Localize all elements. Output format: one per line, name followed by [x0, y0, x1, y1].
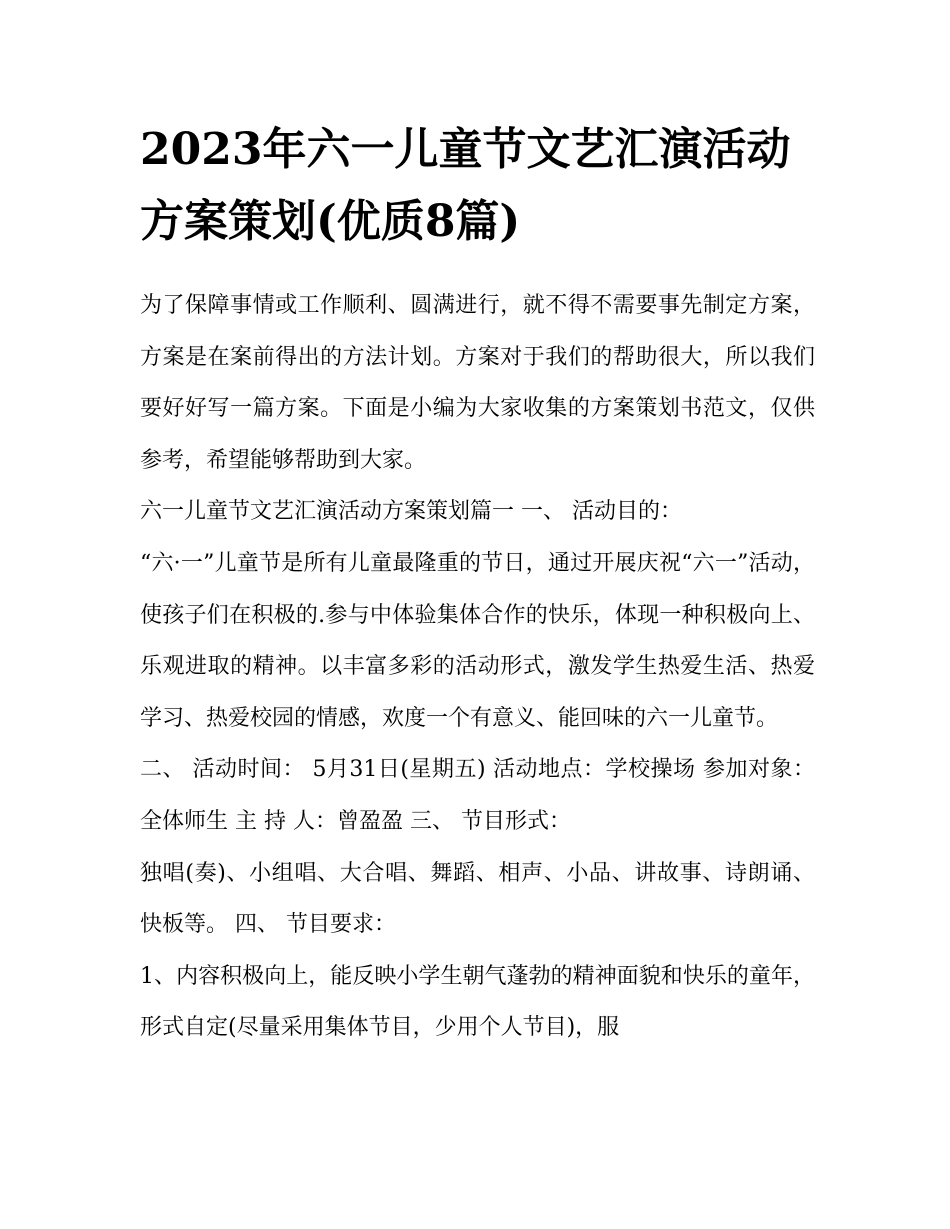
paragraph-requirements: 1、内容积极向上，能反映小学生朝气蓬勃的精神面貌和快乐的童年，形式自定(尽量采用集体节目，少用个人节目)，服: [140, 963, 815, 1041]
document-body: [140, 280, 815, 1054]
paragraph-purpose: “六·一”儿童节是所有儿童最隆重的节日，通过开展庆祝“六一”活动，使孩子们在积极的.参与中体验集体合作的快乐，体现一种积极向上、乐观进取的精神。以丰富多彩的活动形式，激发学生热爱生活、热爱学习、热爱校园的情感，欢度一个有意义、能回味的六一儿童节。: [140, 550, 815, 731]
paragraph-program-forms: 独唱(奏)、小组唱、大合唱、舞蹈、相声、小品、讲故事、诗朗诵、快板等。 四、 节目要求：: [140, 860, 815, 938]
document-title: 2023年六一儿童节文艺汇演活动方案策划(优质8篇): [140, 124, 791, 247]
paragraph-time-place: 二、 活动时间： 5月31日(星期五) 活动地点：学校操场 参加对象：全体师生 主 持 人：曾盈盈 三、 节目形式：: [140, 757, 815, 834]
paragraph-intro: 为了保障事情或工作顺利、圆满进行，就不得不需要事先制定方案，方案是在案前得出的方法计划。方案对于我们的帮助很大，所以我们要好好写一篇方案。下面是小编为大家收集的方案策划书范文，仅供参考，希望能够帮助到大家。: [140, 293, 815, 473]
paragraph-section-heading: 六一儿童节文艺汇演活动方案策划篇一 一、 活动目的：: [140, 499, 682, 525]
